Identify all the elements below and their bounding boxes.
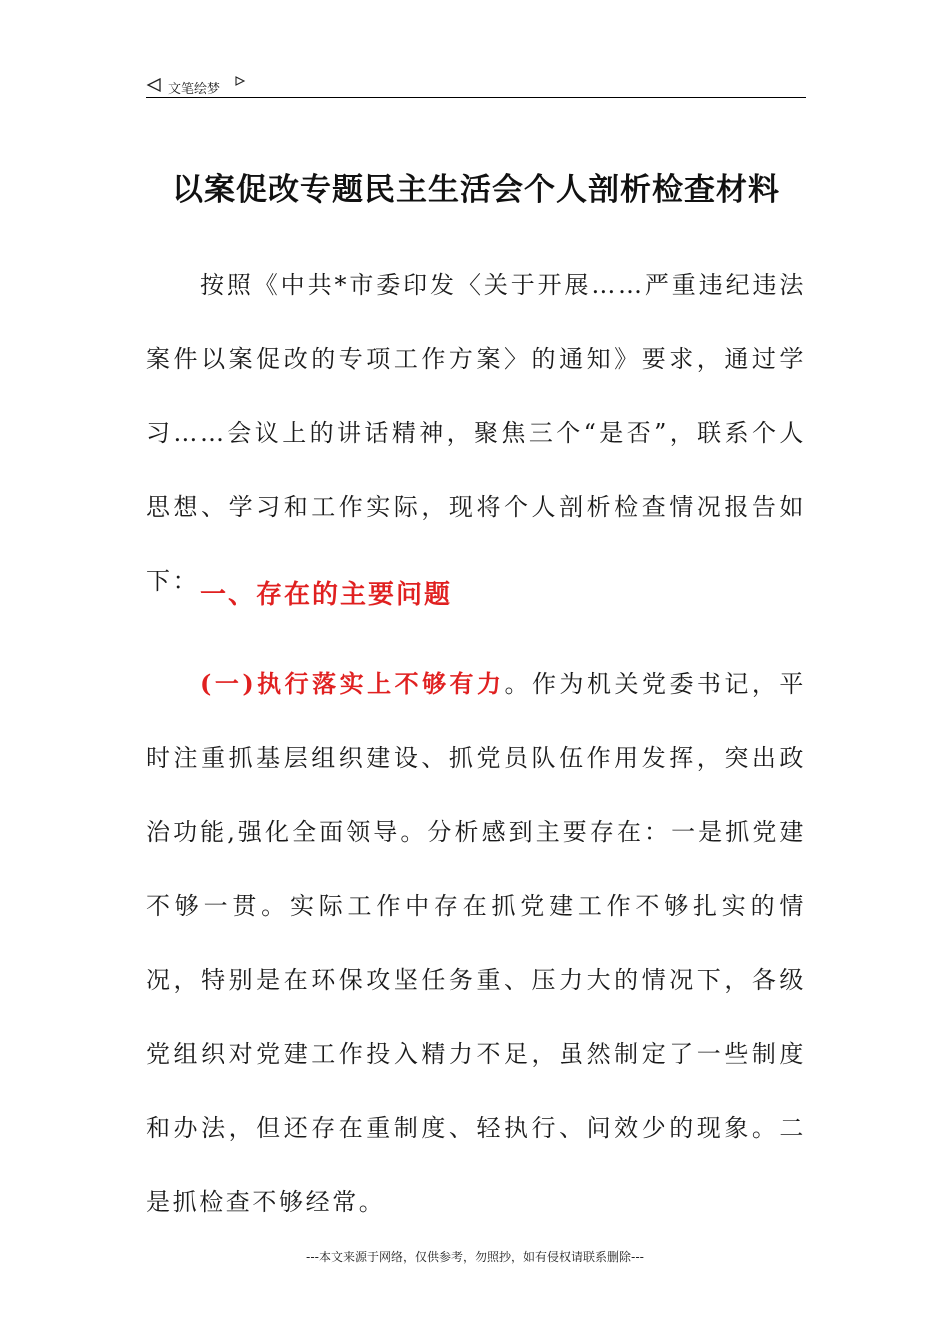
header-divider	[146, 97, 806, 98]
body-paragraph	[146, 647, 806, 1239]
document-title: 以案促改专题民主生活会个人剖析检查材料	[172, 172, 780, 208]
intro-paragraph: 按照《中共*市委印发〈关于开展……严重违纪违法案件以案促改的专项工作方案〉的通知》要求，通过学习……会议上的讲话精神，聚焦三个“是否”，联系个人思想、学习和工作实际，现将个人剖析检查情况报告如下：	[146, 271, 806, 595]
footer-disclaimer: ---本文来源于网络，仅供参考，勿照抄，如有侵权请联系删除---	[306, 1250, 644, 1264]
triangle-right-icon	[234, 75, 246, 87]
page-header	[146, 74, 806, 98]
item-lead: (一)执行落实上不够有力	[200, 669, 505, 698]
section-heading: 一、存在的主要问题	[200, 580, 453, 610]
triangle-left-icon	[146, 77, 162, 93]
item-text: 。作为机关党委书记，平时注重抓基层组织建设、抓党员队伍作用发挥，突出政治功能,强化全面领导。分析感到主要存在：一是抓党建不够一贯。实际工作中存在抓党建工作不够扎实的情况，特别是在环保攻坚任务重、压力大的情况下，各级党组织对党建工作投入精力不足，虽然制定了一些制度和办法，但还存在重制度、轻执行、问效少的现象。二是抓检查不够经常。	[146, 670, 806, 1216]
header-brand: 文笔绘梦	[168, 82, 221, 97]
